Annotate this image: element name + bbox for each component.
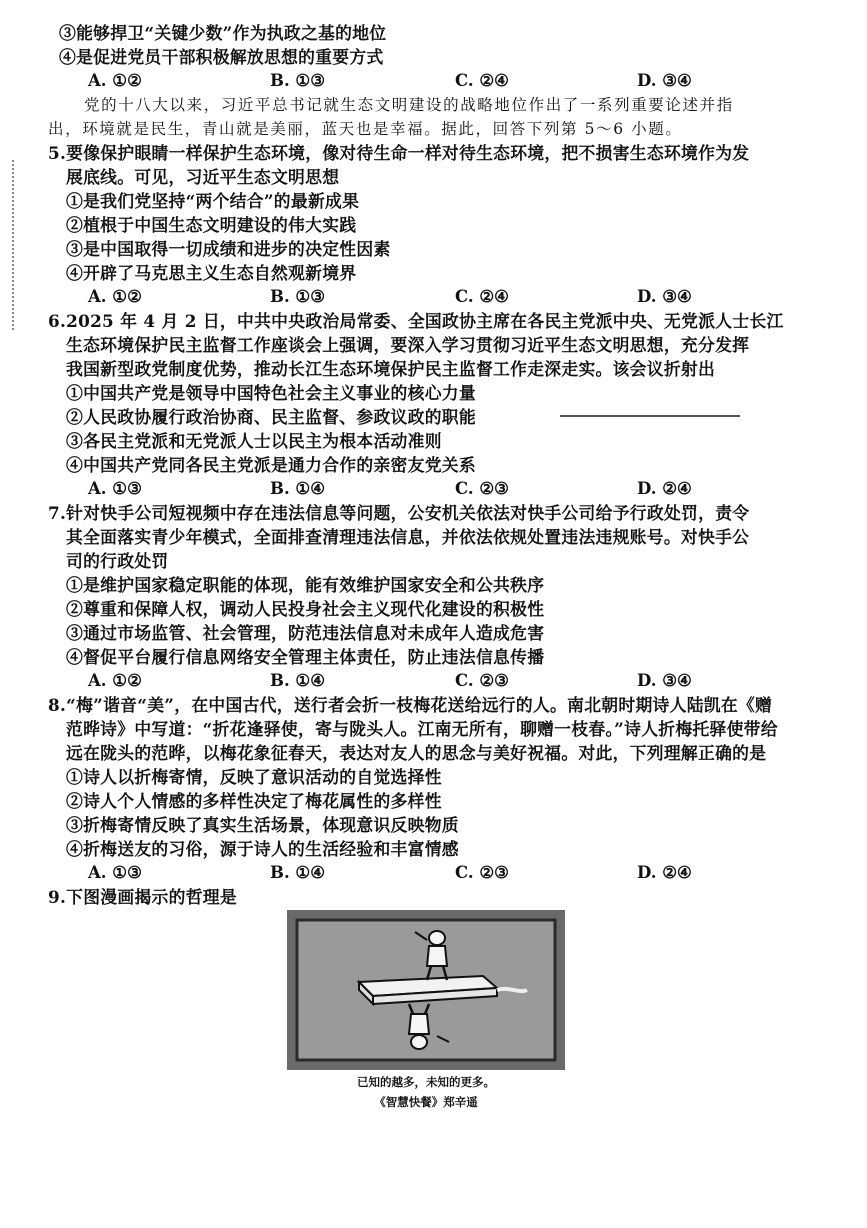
q7-option-a: A. ①② xyxy=(88,671,142,690)
cartoon-caption: 已知的越多，未知的更多。 xyxy=(357,1075,495,1089)
q5-stem-line-1: 5.要像保护眼睛一样保护生态环境，像对待生命一样对待生态环境，把不损害生态环境作为发 xyxy=(48,143,750,163)
q7-item-2: ②尊重和保障人权，调动人民投身社会主义现代化建设的积极性 xyxy=(66,599,545,619)
q9-stem: 9.下图漫画揭示的哲理是 xyxy=(48,887,237,907)
q8-stem-line-1: 8.“梅”谐音“美”，在中国古代，送行者会折一枝梅花送给远行的人。南北朝时期诗人陆凯在《赠 xyxy=(48,695,773,715)
q6-item-1: ①中国共产党是领导中国特色社会主义事业的核心力量 xyxy=(66,383,476,403)
q6-item-2: ②人民政协履行政治协商、民主监督、参政议政的职能 xyxy=(66,407,476,427)
q5-item-1: ①是我们党坚持“两个结合”的最新成果 xyxy=(66,191,360,211)
q6-option-a: A. ①③ xyxy=(88,479,142,498)
person-bottom-body xyxy=(409,1014,429,1034)
q6-item-4: ④中国共产党同各民主党派是通力合作的亲密友党关系 xyxy=(66,455,476,475)
q5-option-b: B. ①③ xyxy=(270,287,326,306)
cartoon-illustration xyxy=(287,910,565,1070)
q5-item-4: ④开辟了马克思主义生态自然观新境界 xyxy=(66,263,357,283)
q4-option-c: C. ②④ xyxy=(455,71,509,90)
q8-option-a: A. ①③ xyxy=(88,863,142,882)
q4-item-4: ④是促进党员干部积极解放思想的重要方式 xyxy=(59,47,384,67)
section-intro-line-1: 党的十八大以来，习近平总书记就生态文明建设的战略地位作出了一系列重要论述并指 xyxy=(84,96,734,114)
q7-stem-line-2: 其全面落实青少年模式，全面排查清理违法信息，并依法依规处置违法违规账号。对快手公 xyxy=(66,527,750,547)
person-bottom-head xyxy=(411,1035,427,1049)
cartoon-source: 《智慧快餐》郑辛遥 xyxy=(374,1095,478,1109)
q8-stem-line-3: 远在陇头的范晔，以梅花象征春天，表达对友人的思念与美好祝福。对此，下列理解正确的是 xyxy=(66,743,767,763)
margin-binding-mark xyxy=(12,160,16,330)
q8-option-c: C. ②③ xyxy=(455,863,509,882)
q8-item-4: ④折梅送友的习俗，源于诗人的生活经验和丰富情感 xyxy=(66,839,459,859)
stray-horizontal-line xyxy=(560,415,740,417)
q6-stem-line-2: 生态环境保护民主监督工作座谈会上强调，要深入学习贯彻习近平生态文明思想，充分发挥 xyxy=(66,335,750,355)
q6-item-3: ③各民主党派和无党派人士以民主为根本活动准则 xyxy=(66,431,442,451)
q8-item-1: ①诗人以折梅寄情，反映了意识活动的自觉选择性 xyxy=(66,767,442,787)
q8-option-b: B. ①④ xyxy=(270,863,326,882)
q5-option-a: A. ①② xyxy=(88,287,142,306)
q6-option-b: B. ①④ xyxy=(270,479,326,498)
section-intro-line-2: 出，环境就是民生，青山就是美丽，蓝天也是幸福。据此，回答下列第 5～6 小题。 xyxy=(48,120,683,138)
q8-item-3: ③折梅寄情反映了真实生活场景，体现意识反映物质 xyxy=(66,815,459,835)
person-top-body xyxy=(427,946,447,966)
q6-option-d: D. ②④ xyxy=(637,479,692,498)
q4-option-b: B. ①③ xyxy=(270,71,326,90)
q7-option-d: D. ③④ xyxy=(637,671,692,690)
q5-option-d: D. ③④ xyxy=(637,287,692,306)
person-top-head xyxy=(429,931,445,945)
book-ribbon xyxy=(497,989,527,991)
q7-option-c: C. ②③ xyxy=(455,671,509,690)
q7-item-1: ①是维护国家稳定职能的体现，能有效维护国家安全和公共秩序 xyxy=(66,575,545,595)
q5-item-3: ③是中国取得一切成绩和进步的决定性因素 xyxy=(66,239,391,259)
q8-option-d: D. ②④ xyxy=(637,863,692,882)
q5-option-c: C. ②④ xyxy=(455,287,509,306)
q8-item-2: ②诗人个人情感的多样性决定了梅花属性的多样性 xyxy=(66,791,442,811)
q7-item-4: ④督促平台履行信息网络安全管理主体责任，防止违法信息传播 xyxy=(66,647,545,667)
q4-item-3: ③能够捍卫“关键少数”作为执政之基的地位 xyxy=(59,23,387,43)
q6-option-c: C. ②③ xyxy=(455,479,509,498)
q6-stem-line-3: 我国新型政党制度优势，推动长江生态环境保护民主监督工作走深走实。该会议折射出 xyxy=(66,359,716,379)
q4-option-d: D. ③④ xyxy=(637,71,692,90)
q7-stem-line-1: 7.针对快手公司短视频中存在违法信息等问题，公安机关依法对快手公司给予行政处罚，责令 xyxy=(48,503,750,523)
q5-stem-line-2: 展底线。可见，习近平生态文明思想 xyxy=(66,167,340,187)
q7-option-b: B. ①④ xyxy=(270,671,326,690)
q5-item-2: ②植根于中国生态文明建设的伟大实践 xyxy=(66,215,357,235)
q4-option-a: A. ①② xyxy=(88,71,142,90)
q7-stem-line-3: 司的行政处罚 xyxy=(66,551,169,571)
q8-stem-line-2: 范晔诗》中写道：“折花逢驿使，寄与陇头人。江南无所有，聊赠一枝春。”诗人折梅托驿使带给 xyxy=(66,719,778,739)
q6-stem-line-1: 6.2025 年 4 月 2 日，中共中央政治局常委、全国政协主席在各民主党派中央、无党派人士长江 xyxy=(48,311,784,331)
q7-item-3: ③通过市场监管、社会管理，防范违法信息对未成年人造成危害 xyxy=(66,623,545,643)
